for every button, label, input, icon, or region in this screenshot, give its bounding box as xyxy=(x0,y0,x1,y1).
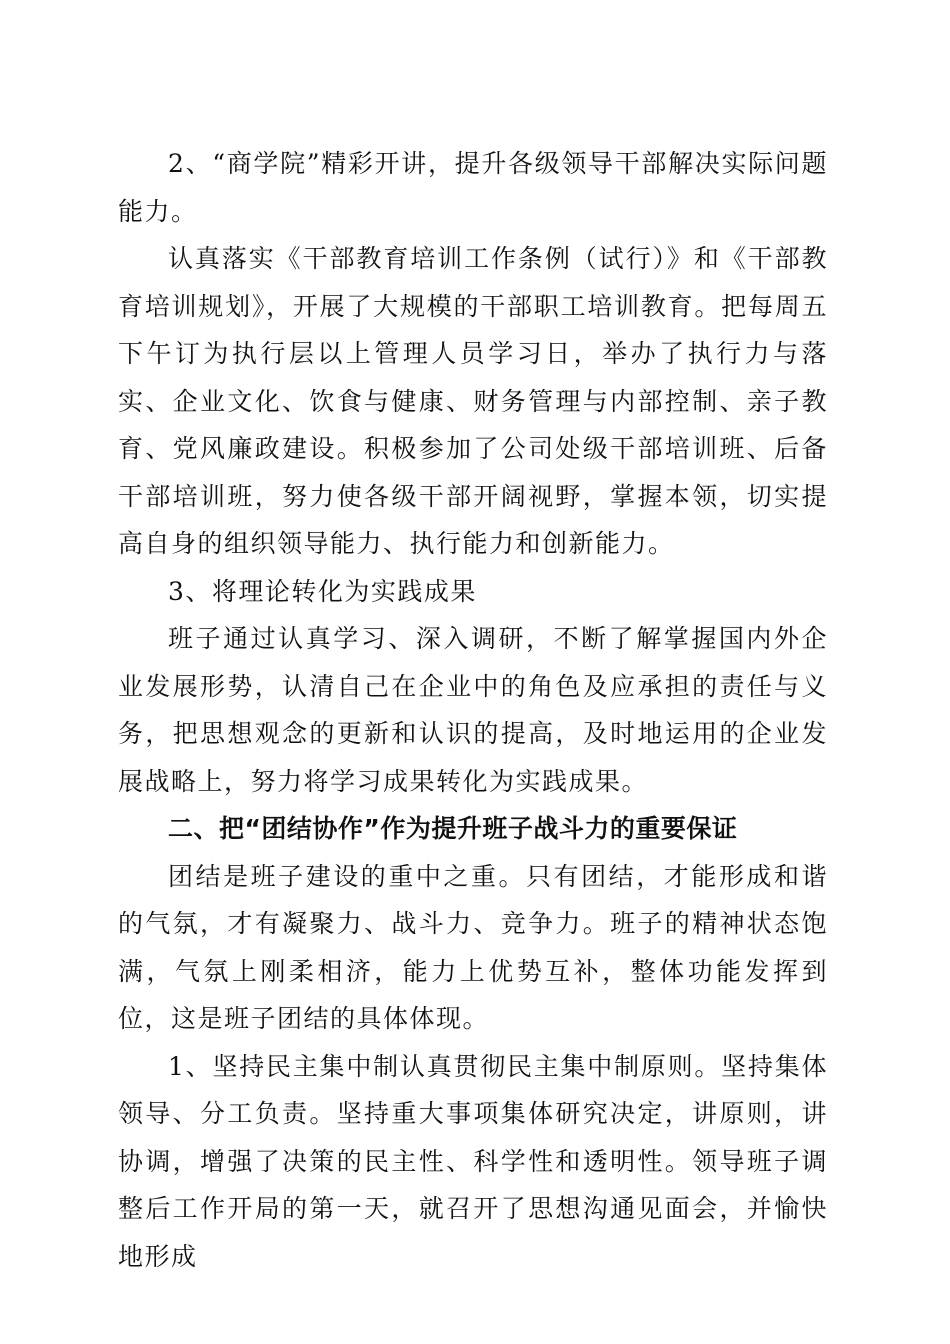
paragraph-team-learning: 班子通过认真学习、深入调研，不断了解掌握国内外企业发展形势，认清自己在企业中的角色及应承担的责任与义务，把思想观念的更新和认识的提高，及时地运用的企业发展战略上，努力将学习成果转化为实践成果。 xyxy=(118,624,828,796)
paragraph-training-regulations: 认真落实《干部教育培训工作条例（试行）》和《干部教育培训规划》，开展了大规模的干部职工培训教育。把每周五下午订为执行层以上管理人员学习日，举办了执行力与落实、企业文化、饮食与健康、财务管理与内部控制、亲子教育、党风廉政建设。积极参加了公司处级干部培训班、后备干部培训班，努力使各级干部开阔视野，掌握本领，切实提高自身的组织领导能力、执行能力和创新能力。 xyxy=(118,244,828,558)
document-body xyxy=(118,140,828,1280)
paragraph-democratic-centralism: 1、坚持民主集中制认真贯彻民主集中制原则。坚持集体领导、分工负责。坚持重大事项集体研究决定，讲原则，讲协调，增强了决策的民主性、科学性和透明性。领导班子调整后工作开局的第一天，就召开了思想沟通见面会，并愉快地形成 xyxy=(118,1051,828,1271)
paragraph-unity-core: 团结是班子建设的重中之重。只有团结，才能形成和谐的气氛，才有凝聚力、战斗力、竞争力。班子的精神状态饱满，气氛上刚柔相济，能力上优势互补，整体功能发挥到位，这是班子团结的具体体现。 xyxy=(118,861,828,1033)
section-heading-unity: 二、把“团结协作”作为提升班子战斗力的重要保证 xyxy=(168,814,738,843)
paragraph-theory-to-practice-title: 3、将理论转化为实践成果 xyxy=(168,576,477,606)
paragraph-business-school: 2、“商学院”精彩开讲，提升各级领导干部解决实际问题能力。 xyxy=(118,149,828,226)
